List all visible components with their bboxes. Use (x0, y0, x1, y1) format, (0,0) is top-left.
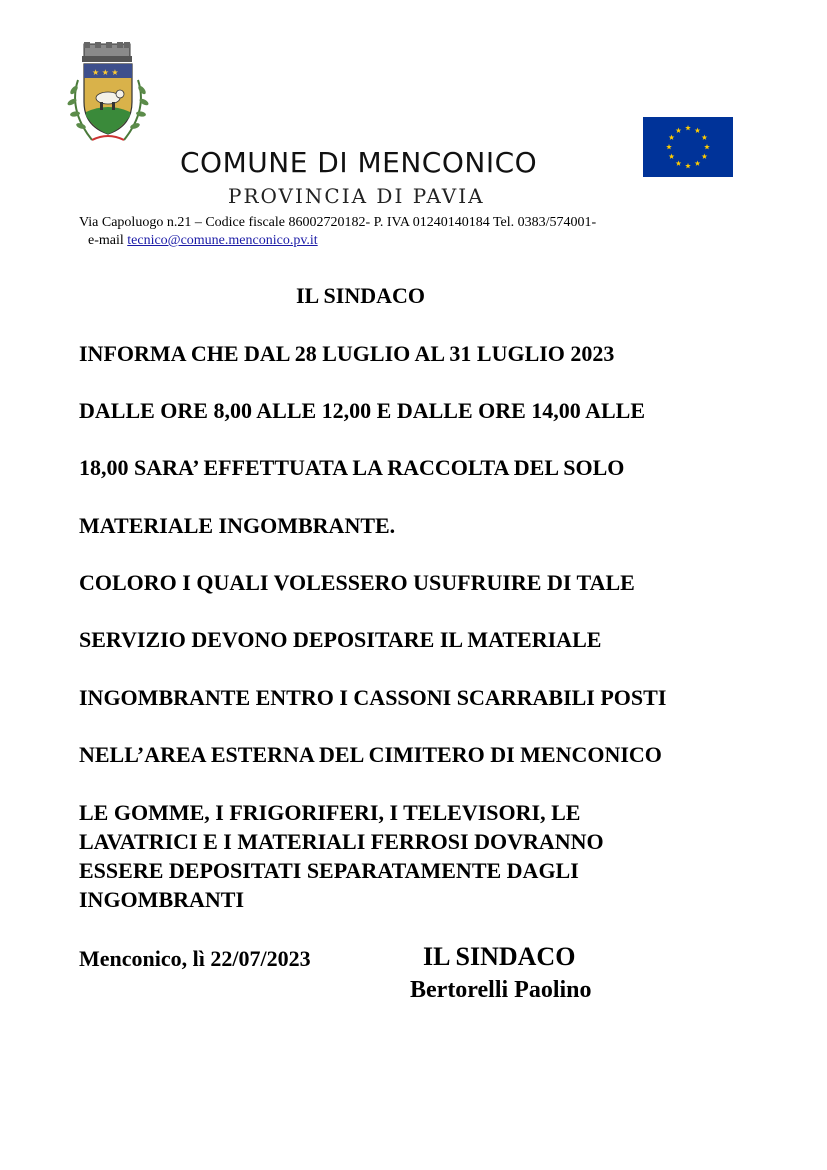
notice-heading: IL SINDACO (296, 283, 425, 308)
email-prefix: e-mail (88, 233, 128, 248)
notice-line: LAVATRICI E I MATERIALI FERROSI DOVRANNO (79, 829, 604, 854)
email-line (88, 233, 318, 249)
notice-line: INFORMA CHE DAL 28 LUGLIO AL 31 LUGLIO 2023 (79, 341, 615, 366)
svg-text:★ ★ ★: ★ ★ ★ (92, 68, 119, 77)
notice-line: 18,00 SARA’ EFFETTUATA LA RACCOLTA DEL SOLO (79, 455, 625, 480)
notice-line: LE GOMME, I FRIGORIFERI, I TELEVISORI, LE (79, 800, 581, 825)
notice-line: DALLE ORE 8,00 ALLE 12,00 E DALLE ORE 14,00 ALLE (79, 398, 646, 423)
email-link[interactable]: tecnico@comune.menconico.pv.it (127, 233, 318, 248)
notice-line: INGOMBRANTE ENTRO I CASSONI SCARRABILI POSTI (79, 685, 667, 710)
coat-of-arms-icon (62, 40, 154, 148)
province-subtitle: PROVINCIA DI PAVIA (228, 184, 485, 208)
signature-name: Bertorelli Paolino (410, 977, 592, 1003)
place-and-date: Menconico, lì 22/07/2023 (79, 946, 311, 971)
municipality-title: COMUNE DI MENCONICO (180, 146, 538, 179)
notice-line: ESSERE DEPOSITATI SEPARATAMENTE DAGLI (79, 858, 579, 883)
notice-line: MATERIALE INGOMBRANTE. (79, 513, 396, 538)
eu-flag-icon (643, 117, 733, 177)
signature-title: IL SINDACO (423, 942, 576, 971)
contact-details: Via Capoluogo n.21 – Codice fiscale 86002720182- P. IVA 01240140184 Tel. 0383/574001- (79, 215, 597, 230)
notice-line: COLORO I QUALI VOLESSERO USUFRUIRE DI TALE (79, 570, 635, 595)
notice-line: SERVIZIO DEVONO DEPOSITARE IL MATERIALE (79, 627, 602, 652)
notice-line: INGOMBRANTI (79, 887, 245, 912)
notice-line: NELL’AREA ESTERNA DEL CIMITERO DI MENCONICO (79, 742, 662, 767)
